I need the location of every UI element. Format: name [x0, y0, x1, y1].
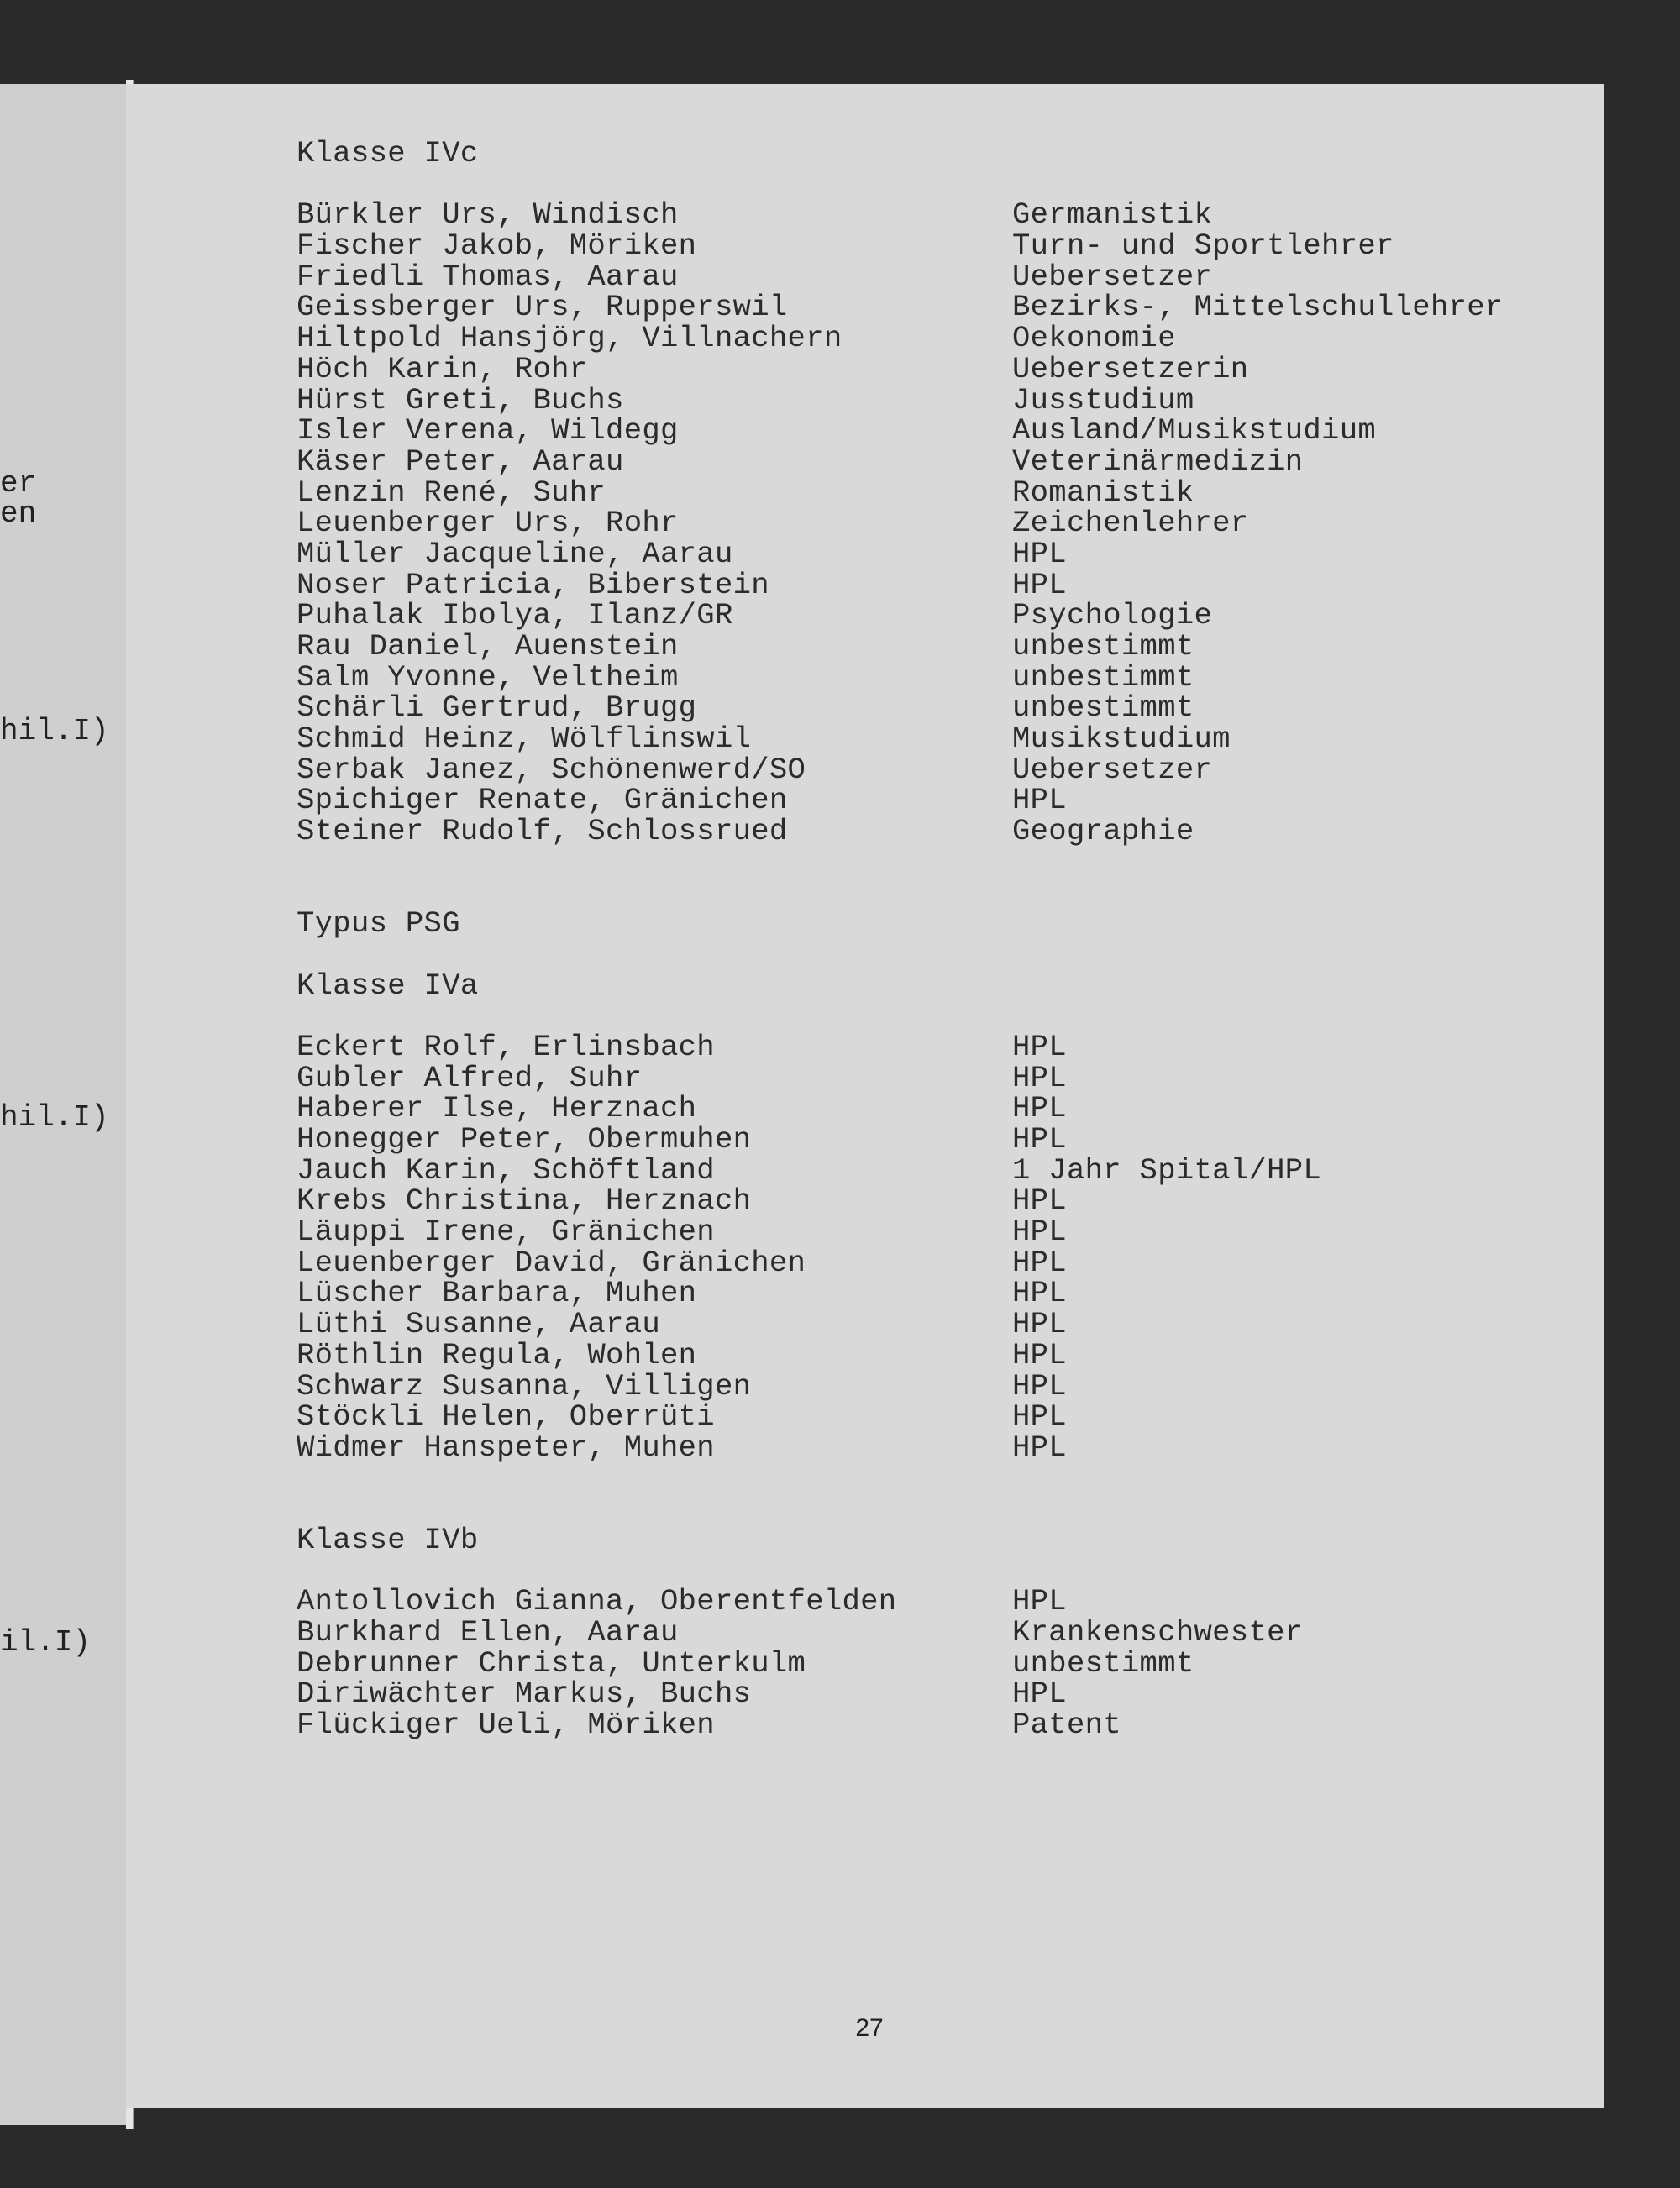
study-plan: Geographie: [1012, 814, 1194, 849]
student-name-location: Noser Patricia, Biberstein: [297, 567, 769, 602]
student-row: [297, 1091, 1557, 1126]
student-row: [297, 1183, 1557, 1219]
student-name-location: Leuenberger David, Gränichen: [297, 1245, 806, 1280]
study-plan: HPL: [1012, 1307, 1067, 1342]
student-row: [297, 1368, 1557, 1404]
student-name-location: Geissberger Urs, Rupperswil: [297, 290, 788, 325]
student-name-location: Friedli Thomas, Aarau: [297, 259, 679, 294]
student-list-klasse-ivc: [297, 197, 1557, 849]
student-row: [297, 323, 1557, 354]
student-name-location: Burkhard Ellen, Aarau: [297, 1615, 679, 1650]
student-name-location: Widmer Hanspeter, Muhen: [297, 1430, 715, 1465]
study-plan: Romanistik: [1012, 475, 1194, 510]
student-row: [297, 816, 1557, 847]
student-name-location: Honegger Peter, Obermuhen: [297, 1122, 752, 1157]
study-plan: Jusstudium: [1012, 382, 1194, 417]
student-name-location: Antollovich Gianna, Oberentfelden: [297, 1584, 897, 1619]
student-name-location: Leuenberger Urs, Rohr: [297, 506, 679, 541]
study-plan: unbestimmt: [1012, 659, 1194, 695]
student-row: [297, 228, 1557, 264]
student-name-location: Debrunner Christa, Unterkulm: [297, 1645, 806, 1681]
student-row: [297, 1710, 1557, 1741]
student-name-location: Eckert Rolf, Erlinsbach: [297, 1029, 715, 1064]
student-name-location: Diriwächter Markus, Buchs: [297, 1676, 752, 1712]
study-plan: HPL: [1012, 1399, 1067, 1435]
study-plan: Ausland/Musikstudium: [1012, 413, 1377, 449]
study-plan: HPL: [1012, 783, 1067, 818]
left-page-fragment: hil.I): [0, 714, 109, 748]
student-name-location: Jauch Karin, Schöftland: [297, 1152, 715, 1188]
study-plan: HPL: [1012, 1337, 1067, 1372]
study-plan: HPL: [1012, 1584, 1067, 1619]
student-row: [297, 1217, 1557, 1248]
student-name-location: Lenzin René, Suhr: [297, 475, 606, 510]
student-row: [297, 1337, 1557, 1372]
student-row: [297, 259, 1557, 294]
student-name-location: Höch Karin, Rohr: [297, 351, 588, 386]
student-row: [297, 1615, 1557, 1650]
student-row: [297, 197, 1557, 233]
study-plan: Musikstudium: [1012, 721, 1231, 757]
student-row: [297, 1584, 1557, 1619]
student-row: [297, 292, 1557, 323]
study-plan: HPL: [1012, 1029, 1067, 1064]
student-name-location: Rau Daniel, Auenstein: [297, 629, 679, 664]
left-page-fragment: er: [0, 466, 37, 501]
study-plan: HPL: [1012, 1183, 1067, 1219]
student-row: [297, 785, 1557, 816]
study-plan: Turn- und Sportlehrer: [1012, 228, 1394, 264]
student-name-location: Hiltpold Hansjörg, Villnachern: [297, 321, 843, 356]
student-name-location: Isler Verena, Wildegg: [297, 413, 679, 449]
section-heading-klasse-iva: Klasse IVa: [297, 968, 479, 1003]
student-name-location: Lüscher Barbara, Muhen: [297, 1276, 697, 1311]
student-row: [297, 567, 1557, 602]
student-row: [297, 598, 1557, 633]
student-row: [297, 752, 1557, 787]
student-name-location: Puhalak Ibolya, Ilanz/GR: [297, 598, 733, 633]
student-row: [297, 629, 1557, 664]
study-plan: Uebersetzer: [1012, 259, 1213, 294]
study-plan: HPL: [1012, 1430, 1067, 1465]
page-number: 27: [855, 2014, 884, 2042]
left-page-edge: [0, 84, 128, 2125]
student-name-location: Stöckli Helen, Oberrüti: [297, 1399, 715, 1435]
student-row: [297, 659, 1557, 695]
student-name-location: Schmid Heinz, Wölflinswil: [297, 721, 752, 757]
study-plan: Oekonomie: [1012, 321, 1176, 356]
study-plan: unbestimmt: [1012, 629, 1194, 664]
study-plan: Zeichenlehrer: [1012, 506, 1249, 541]
document-body: [297, 136, 1557, 1743]
study-plan: HPL: [1012, 1676, 1067, 1712]
student-name-location: Serbak Janez, Schönenwerd/SO: [297, 752, 806, 787]
student-name-location: Flückiger Ueli, Möriken: [297, 1708, 715, 1743]
student-row: [297, 1122, 1557, 1157]
section-heading-klasse-ivb: Klasse IVb: [297, 1522, 479, 1557]
student-name-location: Haberer Ilse, Herznach: [297, 1091, 697, 1126]
student-name-location: Lüthi Susanne, Aarau: [297, 1307, 661, 1342]
left-page-fragment: il.I): [0, 1625, 92, 1660]
study-plan: HPL: [1012, 1091, 1067, 1126]
student-row: [297, 1060, 1557, 1095]
study-plan: Germanistik: [1012, 197, 1213, 233]
student-row: [297, 1152, 1557, 1188]
student-row: [297, 721, 1557, 757]
student-row: [297, 1245, 1557, 1280]
study-plan: HPL: [1012, 536, 1067, 571]
student-row: [297, 382, 1557, 417]
student-list-klasse-ivb: [297, 1584, 1557, 1743]
study-plan: HPL: [1012, 1276, 1067, 1311]
student-name-location: Schärli Gertrud, Brugg: [297, 690, 697, 726]
student-row: [297, 1309, 1557, 1341]
student-name-location: Schwarz Susanna, Villigen: [297, 1368, 752, 1404]
study-plan: HPL: [1012, 1060, 1067, 1095]
student-row: [297, 413, 1557, 449]
study-plan: unbestimmt: [1012, 1645, 1194, 1681]
student-row: [297, 1399, 1557, 1435]
study-plan: Veterinärmedizin: [1012, 443, 1304, 479]
student-row: [297, 1430, 1557, 1465]
student-name-location: Spichiger Renate, Gränichen: [297, 783, 788, 818]
student-row: [297, 475, 1557, 510]
section-heading-typus: Typus PSG: [297, 906, 460, 942]
study-plan: Psychologie: [1012, 598, 1213, 633]
student-row: [297, 1278, 1557, 1309]
student-row: [297, 508, 1557, 539]
student-name-location: Bürkler Urs, Windisch: [297, 197, 679, 233]
study-plan: HPL: [1012, 1215, 1067, 1250]
student-row: [297, 1676, 1557, 1712]
student-name-location: Käser Peter, Aarau: [297, 443, 624, 479]
study-plan: Krankenschwester: [1012, 1615, 1304, 1650]
student-name-location: Krebs Christina, Herznach: [297, 1183, 752, 1219]
student-name-location: Fischer Jakob, Möriken: [297, 228, 697, 264]
section-heading-klasse-ivc: Klasse IVc: [297, 136, 479, 171]
student-name-location: Salm Yvonne, Veltheim: [297, 659, 679, 695]
study-plan: HPL: [1012, 567, 1067, 602]
student-row: [297, 1029, 1557, 1064]
study-plan: unbestimmt: [1012, 690, 1194, 726]
left-page-fragment: hil.I): [0, 1100, 109, 1135]
student-row: [297, 1645, 1557, 1681]
study-plan: HPL: [1012, 1368, 1067, 1404]
student-row: [297, 690, 1557, 726]
left-page-fragment: en: [0, 496, 37, 531]
student-name-location: Läuppi Irene, Gränichen: [297, 1215, 715, 1250]
student-name-location: Hürst Greti, Buchs: [297, 382, 624, 417]
student-list-klasse-iva: [297, 1029, 1557, 1465]
study-plan: Patent: [1012, 1708, 1121, 1743]
student-row: [297, 351, 1557, 386]
study-plan: Bezirks-, Mittelschullehrer: [1012, 290, 1504, 325]
study-plan: Uebersetzerin: [1012, 351, 1249, 386]
study-plan: HPL: [1012, 1245, 1067, 1280]
study-plan: HPL: [1012, 1122, 1067, 1157]
student-name-location: Steiner Rudolf, Schlossrued: [297, 814, 788, 849]
student-name-location: Müller Jacqueline, Aarau: [297, 536, 733, 571]
student-name-location: Gubler Alfred, Suhr: [297, 1060, 643, 1095]
student-row: [297, 536, 1557, 571]
student-row: [297, 443, 1557, 479]
study-plan: Uebersetzer: [1012, 752, 1213, 787]
study-plan: 1 Jahr Spital/HPL: [1012, 1152, 1322, 1188]
student-name-location: Röthlin Regula, Wohlen: [297, 1337, 697, 1372]
